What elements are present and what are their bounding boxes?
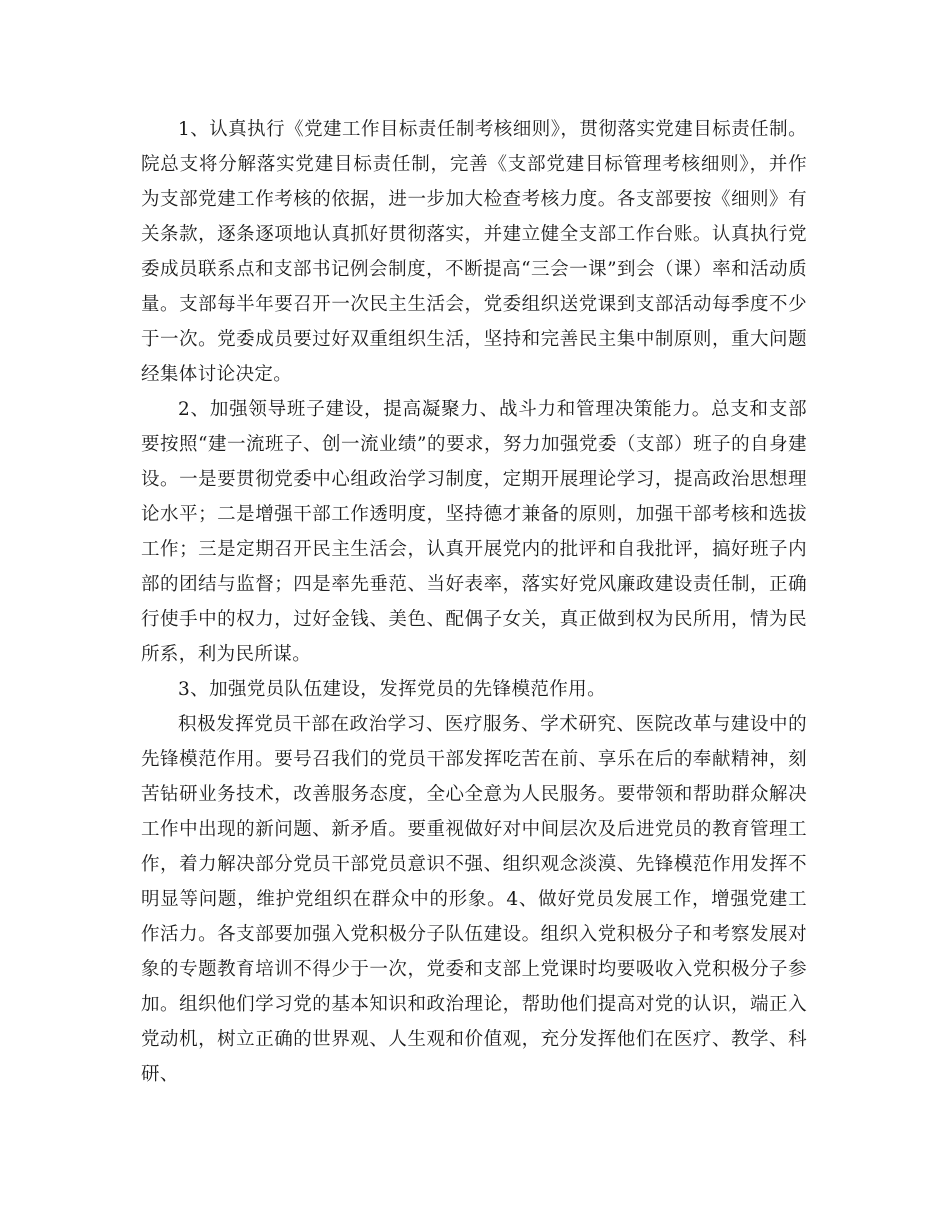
paragraph-1: 1、认真执行《党建工作目标责任制考核细则》，贯彻落实党建目标责任制。院总支将分解落实党建目标责任制，完善《支部党建目标管理考核细则》，并作为支部党建工作考核的依据，进一步加大检查考核力度。各支部要按《细则》有关条款，逐条逐项地认真抓好贯彻落实，并建立健全支部工作台账。认真执行党委成员联系点和支部书记例会制度，不断提高“三会一课”到会（课）率和活动质量。支部每半年要召开一次民主生活会，党委组织送党课到支部活动每季度不少于一次。党委成员要过好双重组织生活，坚持和完善民主集中制原则，重大问题经集体讨论决定。 [141, 119, 807, 385]
paragraph-4: 积极发挥党员干部在政治学习、医疗服务、学术研究、医院改革与建设中的先锋模范作用。要号召我们的党员干部发挥吃苦在前、享乐在后的奉献精神，刻苦钻研业务技术，改善服务态度，全心全意为人民服务。要带领和帮助群众解决工作中出现的新问题、新矛盾。要重视做好对中间层次及后进党员的教育管理工作，着力解决部分党员干部党员意识不强、组织观念淡漠、先锋模范作用发挥不明显等问题，维护党组织在群众中的形象。4、做好党员发展工作，增强党建工作活力。各支部要加强入党积极分子队伍建设。组织入党积极分子和考察发展对象的专题教育培训不得少于一次，党委和支部上党课时均要吸收入党积极分子参加。组织他们学习党的基本知识和政治理论，帮助他们提高对党的认识，端正入党动机，树立正确的世界观、人生观和价值观，充分发挥他们在医疗、教学、科研、 [141, 714, 807, 1085]
paragraph-3: 3、加强党员队伍建设，发挥党员的先锋模范作用。 [178, 679, 606, 700]
document-body [141, 112, 807, 1092]
paragraph-2: 2、加强领导班子建设，提高凝聚力、战斗力和管理决策能力。总支和支部要按照“建一流班子、创一流业绩”的要求，努力加强党委（支部）班子的自身建设。一是要贯彻党委中心组政治学习制度，定期开展理论学习，提高政治思想理论水平；二是增强干部工作透明度，坚持德才兼备的原则，加强干部考核和选拔工作；三是定期召开民主生活会，认真开展党内的批评和自我批评，搞好班子内部的团结与监督；四是率先垂范、当好表率，落实好党风廉政建设责任制，正确行使手中的权力，过好金钱、美色、配偶子女关，真正做到权为民所用，情为民所系，利为民所谋。 [141, 399, 807, 665]
